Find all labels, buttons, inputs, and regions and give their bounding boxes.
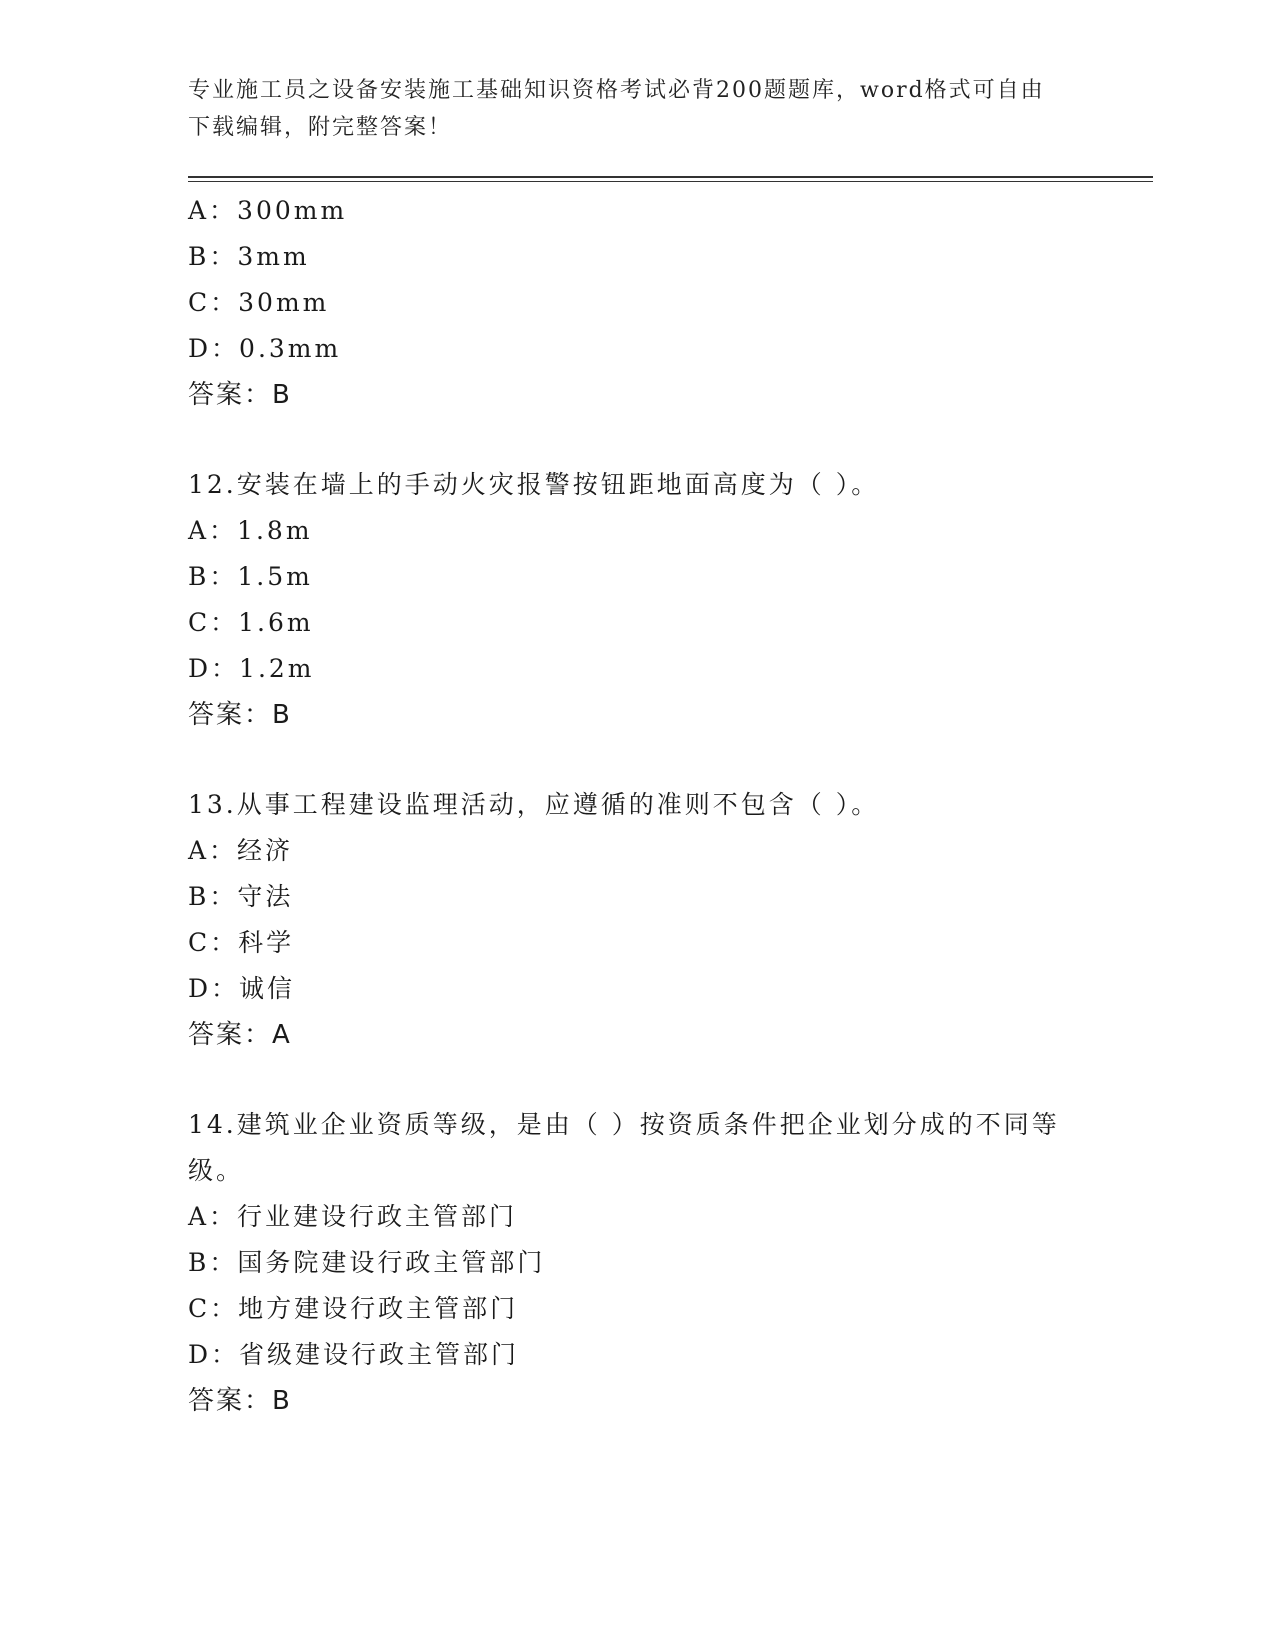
option-d: D：1.2m (188, 654, 315, 683)
question-list (188, 188, 1088, 1424)
option-a: A：经济 (188, 836, 294, 865)
header-divider-thick (188, 176, 1153, 178)
option-c: C：地方建设行政主管部门 (188, 1294, 519, 1323)
option-c: C：科学 (188, 928, 295, 957)
option-a: A：行业建设行政主管部门 (188, 1202, 518, 1231)
question-12 (188, 462, 1088, 738)
answer: 答案：A (188, 1020, 292, 1050)
question-text: 12.安装在墙上的手动火灾报警按钮距地面高度为（ ）。 (188, 470, 880, 499)
header-divider-thin (188, 181, 1153, 182)
question-11 (188, 188, 1088, 418)
option-c: C：1.6m (188, 608, 314, 637)
option-b: B：守法 (188, 882, 294, 911)
option-d: D：0.3mm (188, 334, 342, 363)
option-d: D：诚信 (188, 974, 296, 1003)
option-b: B：3mm (188, 242, 310, 271)
answer: 答案：B (188, 380, 292, 410)
question-14 (188, 1102, 1088, 1424)
option-b: B：国务院建设行政主管部门 (188, 1248, 546, 1277)
question-text: 14.建筑业企业资质等级，是由（ ）按资质条件把企业划分成的不同等级。 (188, 1110, 1060, 1185)
question-text: 13.从事工程建设监理活动，应遵循的准则不包含（ ）。 (188, 790, 880, 819)
option-b: B：1.5m (188, 562, 313, 591)
option-d: D：省级建设行政主管部门 (188, 1340, 520, 1369)
option-c: C：30mm (188, 288, 330, 317)
question-13 (188, 782, 1088, 1058)
document-header: 专业施工员之设备安装施工基础知识资格考试必背200题题库，word格式可自由下载编辑，附完整答案！ (188, 78, 1045, 140)
option-a: A：300mm (188, 196, 348, 225)
answer: 答案：B (188, 1386, 292, 1416)
answer: 答案：B (188, 700, 292, 730)
option-a: A：1.8m (188, 516, 313, 545)
